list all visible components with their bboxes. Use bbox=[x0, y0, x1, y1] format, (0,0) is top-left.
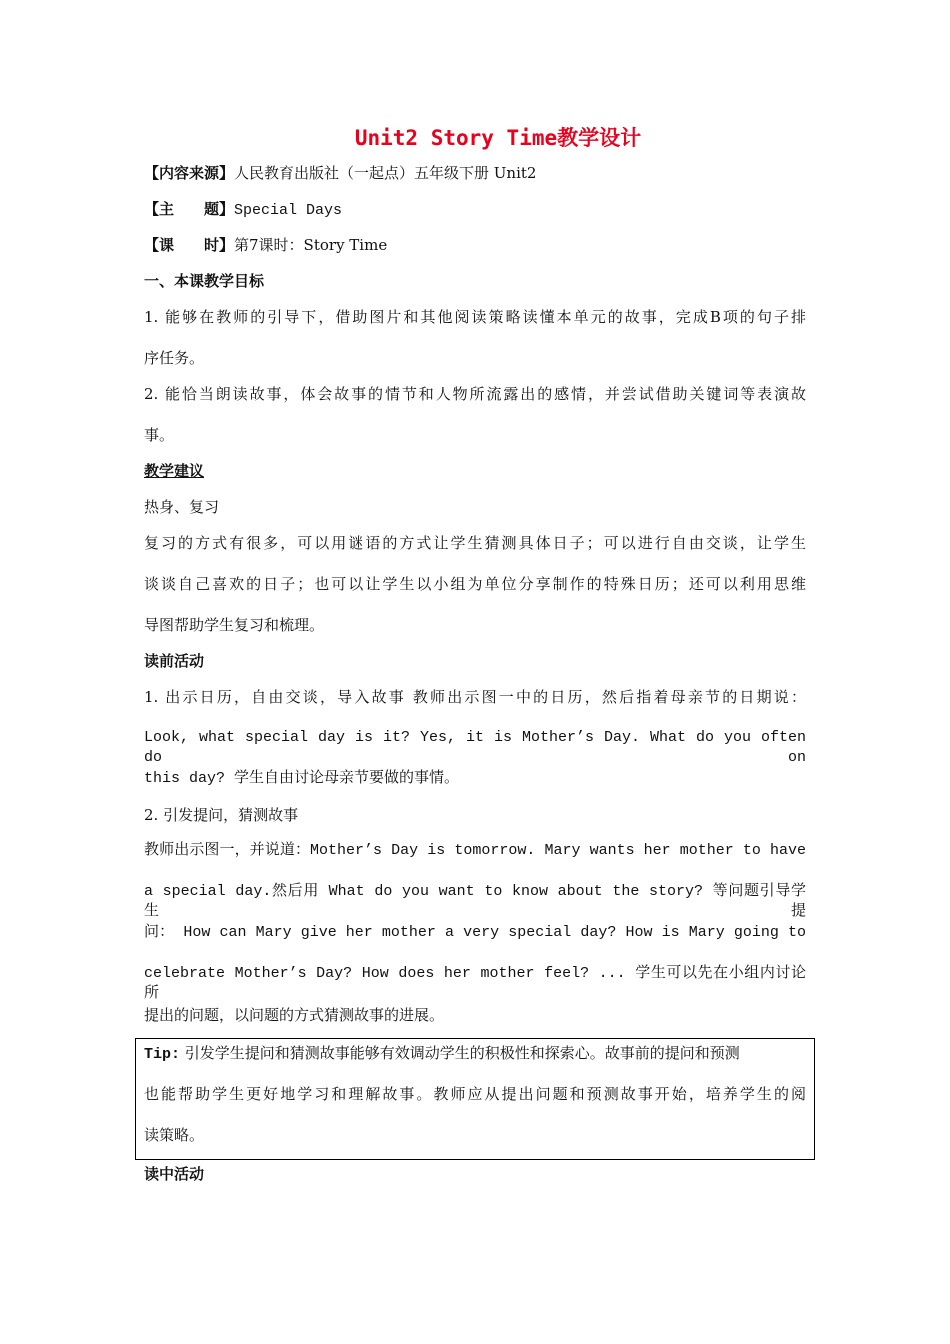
warmup-heading: 热身、复习 bbox=[144, 498, 220, 516]
tip-label: Tip: bbox=[144, 1046, 181, 1063]
section-heading-goals: 一、本课教学目标 bbox=[144, 272, 265, 290]
page-title: Unit2 Story Time教学设计 bbox=[354, 126, 642, 150]
meta-source-value: 人民教育出版社（一起点）五年级下册 Unit2 bbox=[234, 164, 537, 182]
tip-text: 引发学生提问和猜测故事能够有效调动学生的积极性和探索心。故事前的提问和预测 bbox=[180, 1044, 740, 1062]
goal-line: 2. 能恰当朗读故事，体会故事的情节和人物所流露出的感情，并尝试借助关键词等表演故 bbox=[144, 385, 806, 403]
meta-source bbox=[144, 163, 806, 183]
meta-source-label: 【内容来源】 bbox=[144, 164, 235, 182]
prereading-line: 教师出示图一，并说道：Mother’s Day is tomorrow. Mary wants her mother to have bbox=[144, 842, 806, 859]
prereading-line: Look, what special day is it? Yes, it is Mother’s Day. What do you often do on bbox=[144, 729, 806, 766]
warmup-line: 谈谈自己喜欢的日子；也可以让学生以小组为单位分享制作的特殊日历；还可以利用思维 bbox=[144, 575, 806, 593]
meta-topic bbox=[144, 199, 806, 221]
prereading-line: this day? 学生自由讨论母亲节要做的事情。 bbox=[144, 770, 460, 787]
prereading-line: 提出的问题，以问题的方式猜测故事的进展。 bbox=[144, 1006, 445, 1024]
prereading-line: celebrate Mother’s Day? How does her mother feel? ... 学生可以先在小组内讨论所 bbox=[144, 965, 806, 1002]
section-heading-prereading: 读前活动 bbox=[144, 652, 205, 670]
goal-line: 序任务。 bbox=[144, 349, 205, 367]
meta-period-value: 第7课时：Story Time bbox=[234, 236, 388, 254]
tip-line: 读策略。 bbox=[144, 1126, 205, 1144]
prereading-line: 1. 出示日历，自由交谈，导入故事 教师出示图一中的日历，然后指着母亲节的日期说： bbox=[144, 688, 806, 706]
meta-period bbox=[144, 235, 806, 255]
prereading-line: a special day.然后用 What do you want to know about the story? 等问题引导学生提 bbox=[144, 883, 806, 920]
section-heading-suggestion: 教学建议 bbox=[144, 462, 205, 480]
goal-line: 事。 bbox=[144, 426, 175, 444]
meta-period-label: 【课 时】 bbox=[144, 236, 235, 254]
meta-topic-value: Special Days bbox=[234, 202, 343, 219]
warmup-line: 导图帮助学生复习和梳理。 bbox=[144, 616, 325, 634]
prereading-item2-heading: 2. 引发提问，猜测故事 bbox=[144, 806, 299, 824]
goal-line: 1. 能够在教师的引导下，借助图片和其他阅读策略读懂本单元的故事，完成B项的句子排 bbox=[144, 308, 806, 326]
tip-line: 也能帮助学生更好地学习和理解故事。教师应从提出问题和预测故事开始，培养学生的阅 bbox=[144, 1085, 806, 1103]
section-heading-whilereading: 读中活动 bbox=[144, 1165, 205, 1183]
prereading-line: 问： How can Mary give her mother a very special day? How is Mary going to bbox=[144, 924, 806, 941]
tip-line bbox=[144, 1043, 806, 1065]
meta-topic-label: 【主 题】 bbox=[144, 200, 235, 218]
warmup-line: 复习的方式有很多，可以用谜语的方式让学生猜测具体日子；可以进行自由交谈，让学生 bbox=[144, 534, 806, 552]
